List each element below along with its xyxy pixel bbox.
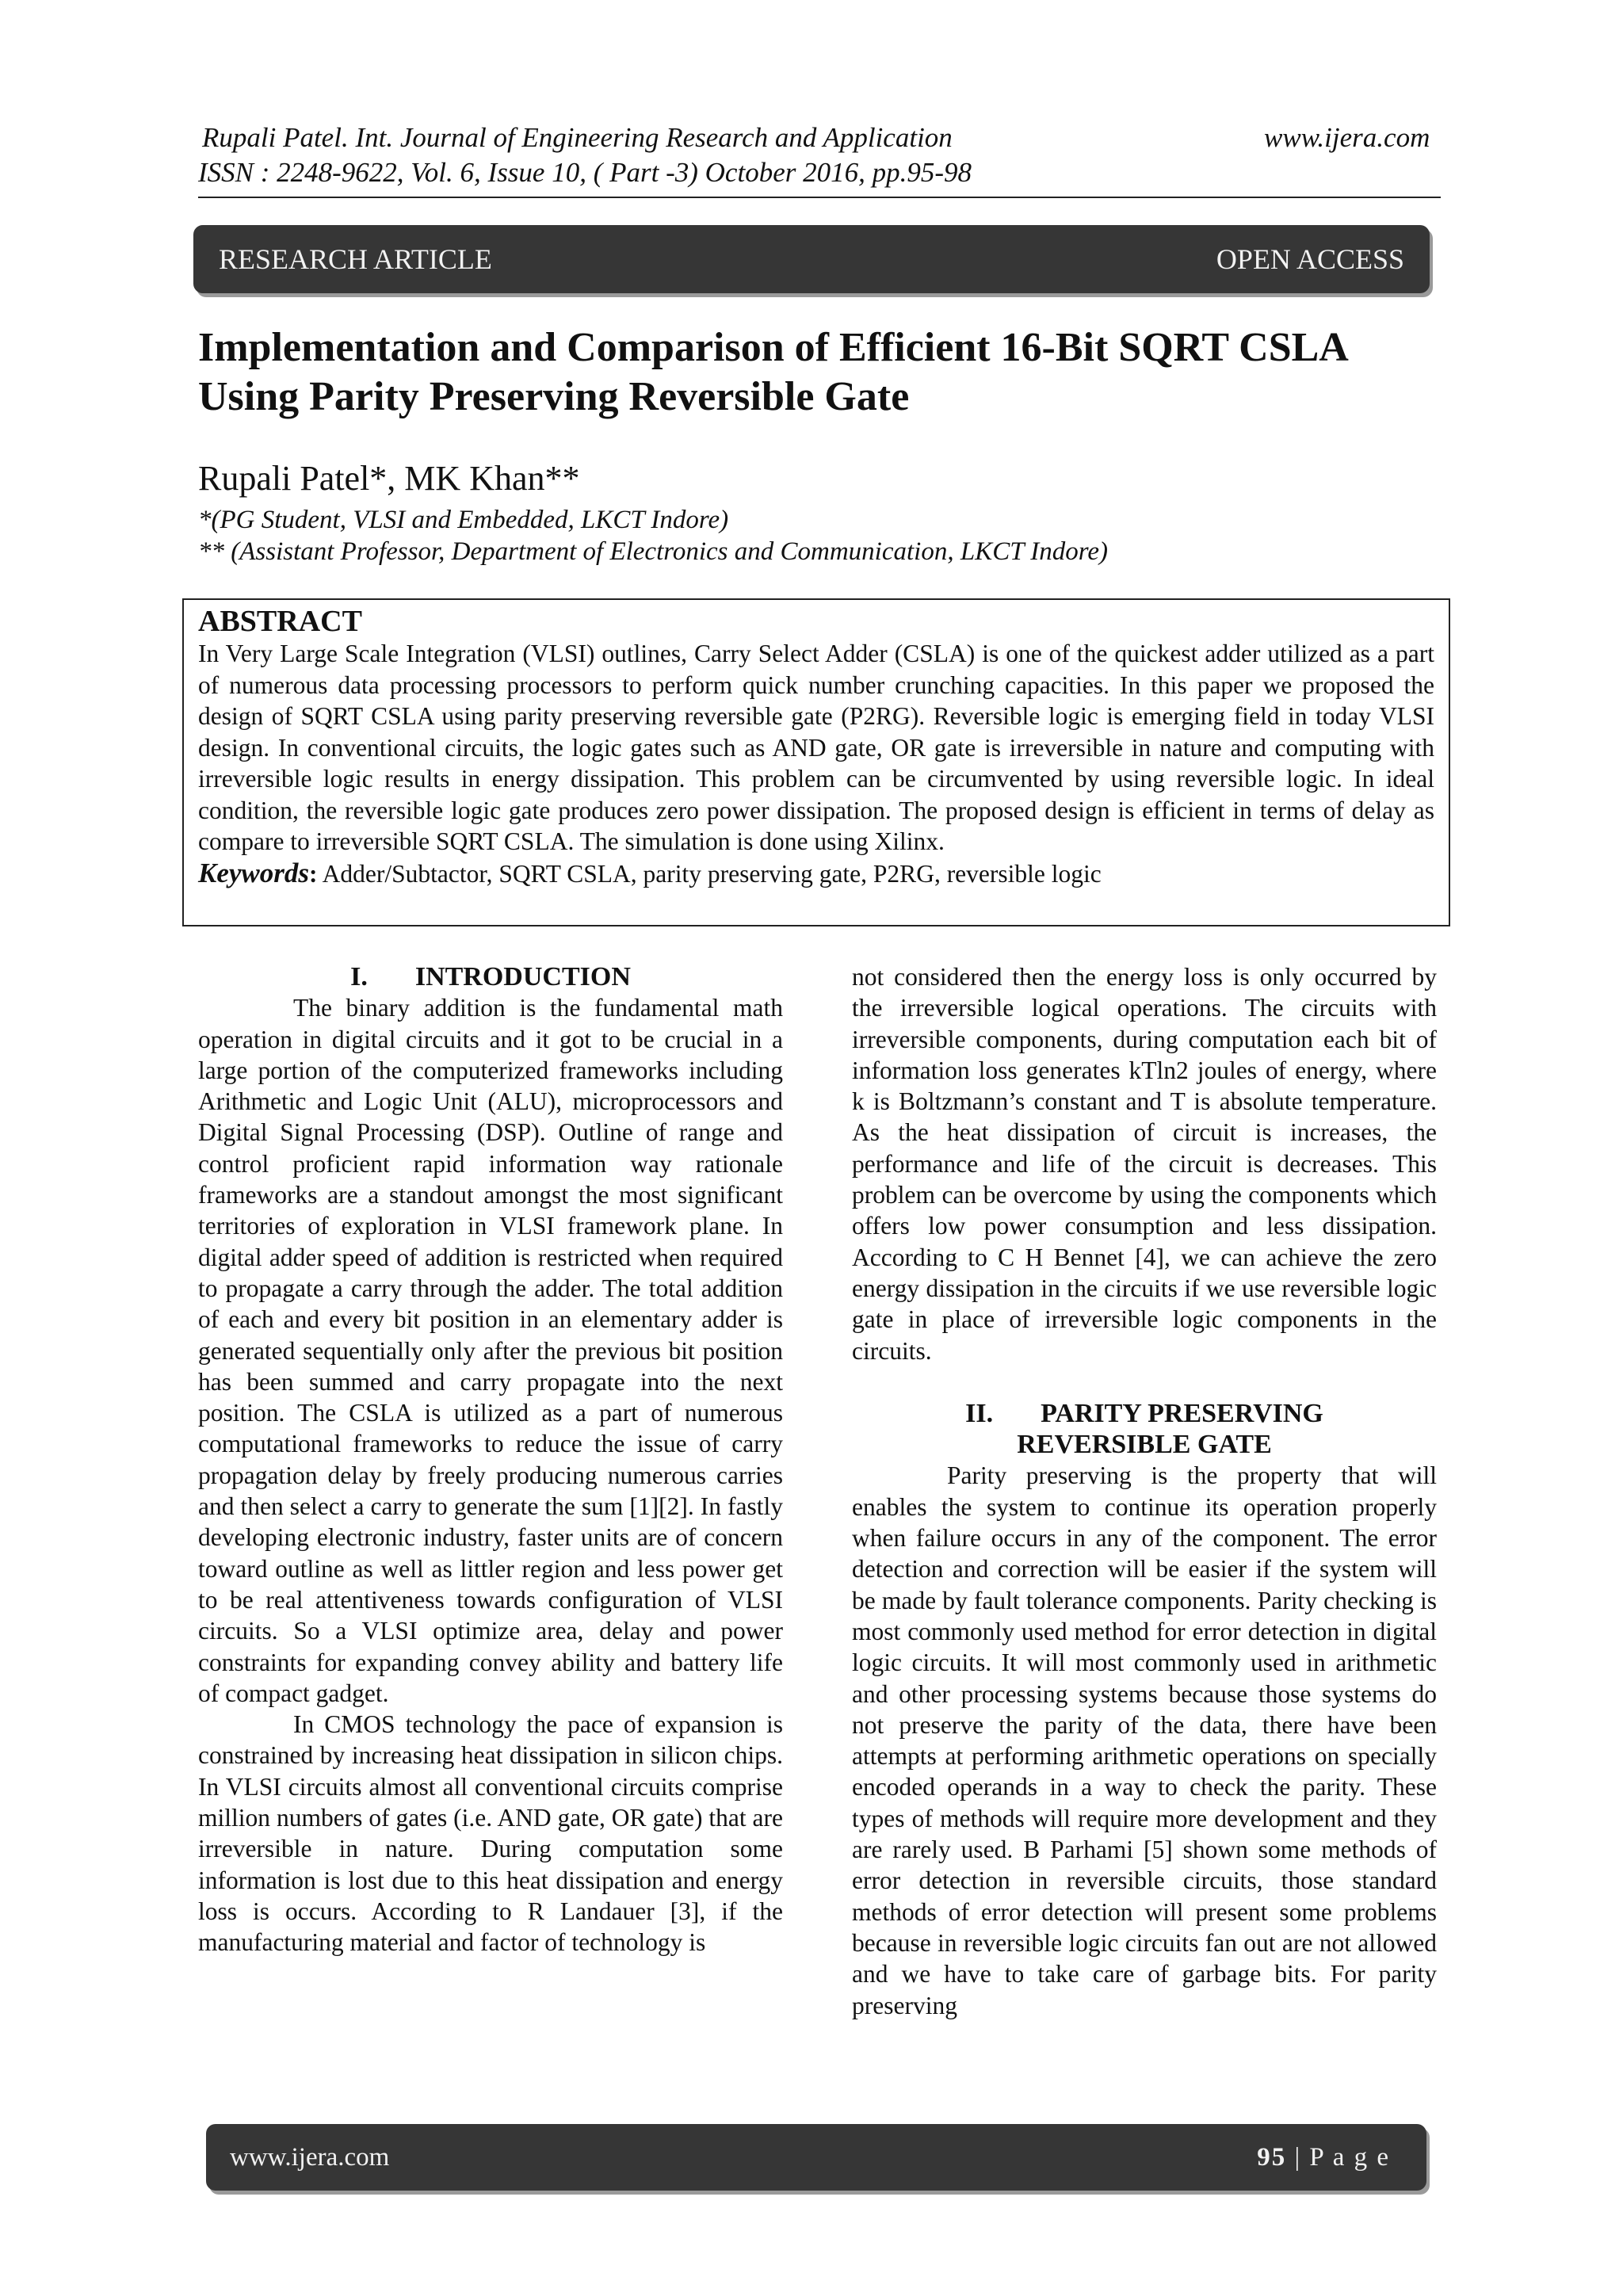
journal-line: Rupali Patel. Int. Journal of Engineering Research and Application bbox=[202, 122, 953, 153]
keywords-text: Adder/Subtactor, SQRT CSLA, parity preserving gate, P2RG, reversible logic bbox=[322, 859, 1102, 888]
journal-website[interactable]: www.ijera.com bbox=[1264, 122, 1430, 153]
abstract-box bbox=[182, 598, 1450, 926]
page-number: 95 bbox=[1257, 2143, 1287, 2172]
left-column bbox=[198, 961, 783, 1958]
section-title-line-1: PARITY PRESERVING bbox=[1041, 1398, 1323, 1428]
section-title: INTRODUCTION bbox=[414, 962, 631, 991]
keywords-label: Keywords bbox=[198, 857, 309, 888]
section-heading-introduction bbox=[198, 961, 783, 992]
paper-title: Implementation and Comparison of Efficient 16-Bit SQRT CSLA Using Parity Preserving Reversible Gate bbox=[198, 325, 1346, 419]
affiliation-2: ** (Assistant Professor, Department of Electronics and Communication, LKCT Indore) bbox=[198, 537, 1108, 566]
research-article-label: RESEARCH ARTICLE bbox=[219, 243, 492, 275]
footer-website[interactable]: www.ijera.com bbox=[230, 2143, 390, 2172]
keywords-line: Keywords: Adder/Subtactor, SQRT CSLA, parity preserving gate, P2RG, reversible logic bbox=[198, 857, 1102, 888]
abstract-heading: ABSTRACT bbox=[198, 605, 362, 638]
page-footer bbox=[206, 2124, 1426, 2191]
intro-paragraph-2: In CMOS technology the pace of expansion is constrained by increasing heat dissipation in silicon chips. In VLSI circuits almost all conventional circuits comprise million numbers of gates (i.e. AND gate, OR gate) that are irreversible in nature. During computation some information is lost due to this heat dissipation and energy loss is occurs. According to R Landauer [3], if the manufacturing material and factor of technology is bbox=[198, 1710, 783, 1957]
page-label: | P a g e bbox=[1286, 2143, 1390, 2172]
authors: Rupali Patel*, MK Khan** bbox=[198, 459, 580, 498]
section-number: I. bbox=[350, 962, 368, 991]
page-number-label bbox=[1257, 2124, 1390, 2191]
open-access-label: OPEN ACCESS bbox=[1216, 243, 1404, 275]
article-banner bbox=[193, 225, 1430, 293]
section-number: II. bbox=[965, 1398, 994, 1428]
header-rule bbox=[198, 197, 1441, 198]
abstract-text: In Very Large Scale Integration (VLSI) outlines, Carry Select Adder (CSLA) is one of the quickest adder utilized as a part of numerous data processing processors to perform quick number crunching capacities. In this paper we proposed the design of SQRT CSLA using parity preserving reversible gate (P2RG). Reversible logic is emerging field in today VLSI design. In conventional circuits, the logic gates such as AND gate, OR gate is irreversible in nature and computing with irreversible logic results in energy dissipation. This problem can be circumvented by using reversible logic. In ideal condition, the reversible logic gate produces zero power dissipation. The proposed design is efficient in terms of delay as compare to irreversible SQRT CSLA. The simulation is done using Xilinx. bbox=[198, 640, 1434, 855]
right-column bbox=[852, 961, 1437, 2021]
parity-paragraph-1: Parity preserving is the property that will enables the system to continue its operation properly when failure occurs in any of the component. The error detection and correction will be easier if the system will be made by fault tolerance components. Parity checking is most commonly used method for error detection in digital logic circuits. It will most commonly used in arithmetic and other processing systems because those systems do not preserve the parity of the data, there have been attempts at performing arithmetic operations on specially encoded operands in a way to check the parity. These types of methods will require more development and they are rarely used. B Parhami [5] shown some methods of error detection in reversible circuits, those standard methods of error detection will present some problems because in reversible logic circuits fan out are not allowed and we have to take care of garbage bits. For parity preserving bbox=[852, 1461, 1437, 2019]
section-title-line-2: REVERSIBLE GATE bbox=[1017, 1430, 1272, 1460]
intro-paragraph-1: The binary addition is the fundamental math operation in digital circuits and it got to be crucial in a large portion of the computerized frameworks including Arithmetic and Logic Unit (ALU), microprocessors and Digital Signal Processing (DSP). Outline of range and control proficient rapid information way rationale frameworks are a standout amongst the most significant territories of exploration in VLSI framework plane. In digital adder speed of addition is restricted when required to propagate a carry through the adder. The total addition of each and every bit position in an elementary adder is generated sequentially only after the previous bit position has been summed and carry propagate into the next position. The CSLA is utilized as a part of numerous computational frameworks to reduce the issue of carry propagation delay by freely producing numerous carries and then select a carry to generate the sum [1][2]. In fastly developing electronic industry, faster units are of concern toward outline as well as littler region and less power get to be real attentiveness towards configuration of VLSI circuits. So a VLSI optimize area, delay and power constraints for expanding convey ability and battery life of compact gadget. bbox=[198, 994, 783, 1707]
intro-paragraph-2-continued: not considered then the energy loss is only occurred by the irreversible logical operations. The circuits with irreversible components, during computation each bit of information loss generates kTln2 joules of energy, where k is Boltzmann’s constant and T is absolute temperature. As the heat dissipation of circuit is increases, the performance and life of the circuit is decreases. This problem can be overcome by using the components which offers low power consumption and less dissipation. According to C H Bennet [4], we can achieve the zero energy dissipation in the circuits if we use reversible logic gate in place of irreversible logic components in the circuits. bbox=[852, 963, 1437, 1365]
issn-line: ISSN : 2248-9622, Vol. 6, Issue 10, ( Part -3) October 2016, pp.95-98 bbox=[198, 157, 972, 188]
section-heading-parity bbox=[852, 1398, 1437, 1461]
affiliation-1: *(PG Student, VLSI and Embedded, LKCT Indore) bbox=[198, 506, 729, 534]
